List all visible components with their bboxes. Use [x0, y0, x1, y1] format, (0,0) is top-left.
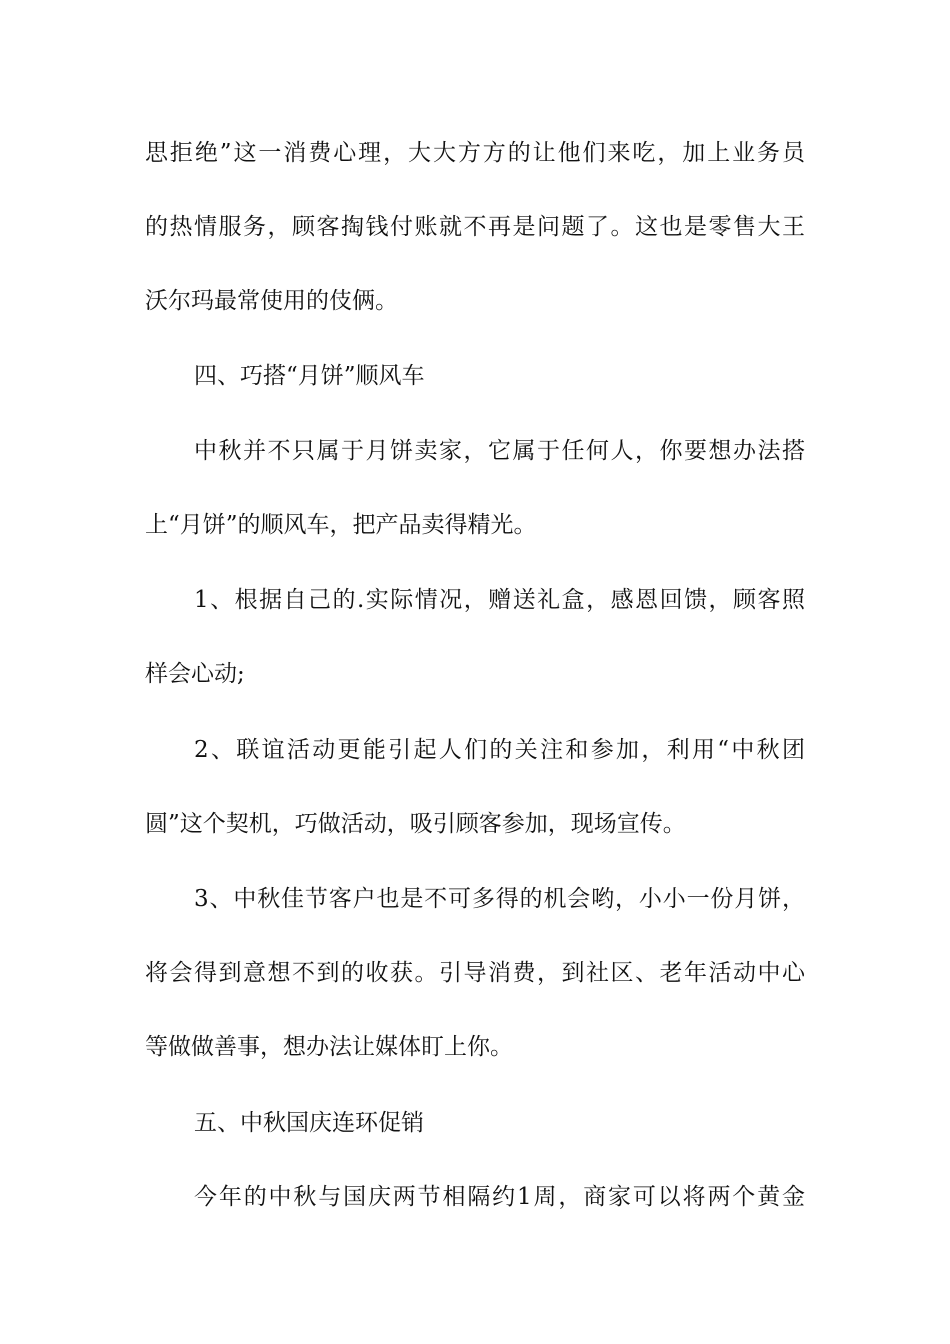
list-item-line: 1、根据自己的.实际情况，赠送礼盒，感恩回馈，顾客照: [194, 587, 805, 613]
list-item-line: 样会心动;: [145, 661, 245, 687]
text-line: 思拒绝”这一消费心理，大大方方的让他们来吃，加上业务员: [145, 140, 805, 166]
list-item-line: 将会得到意想不到的收获。引导消费，到社区、老年活动中心: [145, 960, 805, 986]
list-item-line: 3、中秋佳节客户也是不可多得的机会哟，小小一份月饼，: [194, 886, 805, 912]
list-item-line: 圆”这个契机，巧做活动，吸引顾客参加，现场宣传。: [145, 811, 686, 837]
text-line: 沃尔玛最常使用的伎俩。: [145, 288, 398, 314]
text-line: 的热情服务，顾客掏钱付账就不再是问题了。这也是零售大王: [145, 214, 805, 240]
list-item-line: 等做做善事，想办法让媒体盯上你。: [145, 1034, 513, 1060]
text-line: 中秋并不只属于月饼卖家，它属于任何人，你要想办法搭: [194, 438, 805, 464]
section-heading: 五、中秋国庆连环促销: [194, 1110, 424, 1136]
section-heading: 四、巧搭“月饼”顺风车: [194, 363, 425, 389]
text-line: 今年的中秋与国庆两节相隔约1周，商家可以将两个黄金: [194, 1184, 805, 1210]
text-line: 上“月饼”的顺风车，把产品卖得精光。: [145, 512, 537, 538]
list-item-line: 2、联谊活动更能引起人们的关注和参加，利用“中秋团: [194, 737, 805, 763]
